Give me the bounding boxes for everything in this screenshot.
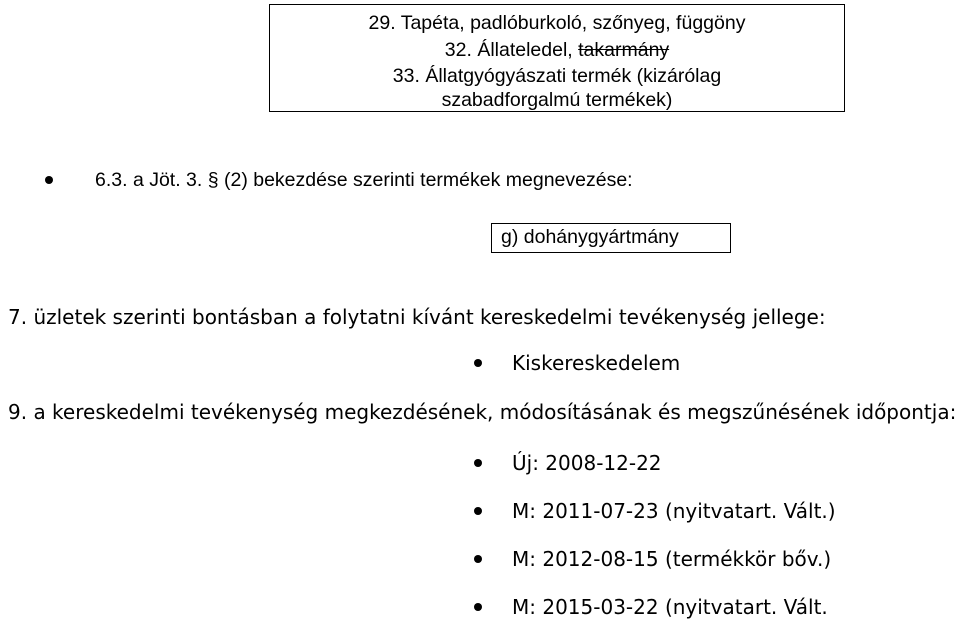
bullet-icon <box>45 176 53 184</box>
section-632-label: 6.3. a Jöt. 3. § (2) bekezdése szerinti termékek megnevezése: <box>95 169 633 191</box>
bullet-icon <box>474 459 482 467</box>
section-9-item: M: 2015-03-22 (nyitvatart. Vált. <box>512 595 828 619</box>
category-line-32-text: 32. Állateledel, <box>444 39 579 61</box>
product-categories-box <box>269 4 845 112</box>
section-7-heading: 7. üzletek szerinti bontásban a folytatni kívánt kereskedelmi tevékenység jellege: <box>8 305 826 329</box>
category-line-32-struck-text: takarmány <box>578 39 670 61</box>
section-632-value-box: g) dohánygyártmány <box>491 223 731 253</box>
category-line-33: 33. Állatgyógyászati termék (kizárólag <box>392 65 722 87</box>
bullet-icon <box>474 603 482 611</box>
section-7-item: Kiskereskedelem <box>512 351 681 375</box>
category-line-32 <box>270 39 844 61</box>
section-9-heading: 9. a kereskedelmi tevékenység megkezdésének, módosításának és megszűnésének időpontja: <box>8 400 957 424</box>
section-9-item: M: 2012-08-15 (termékkör bőv.) <box>512 547 832 571</box>
category-line-29: 29. Tapéta, padlóburkoló, szőnyeg, függöny <box>368 12 746 34</box>
bullet-icon <box>474 507 482 515</box>
category-line-33-continued: szabadforgalmú termékek) <box>441 89 673 111</box>
section-9-item: M: 2011-07-23 (nyitvatart. Vált.) <box>512 499 836 523</box>
bullet-icon <box>474 555 482 563</box>
section-9-item: Új: 2008-12-22 <box>512 451 662 475</box>
bullet-icon <box>474 359 482 367</box>
